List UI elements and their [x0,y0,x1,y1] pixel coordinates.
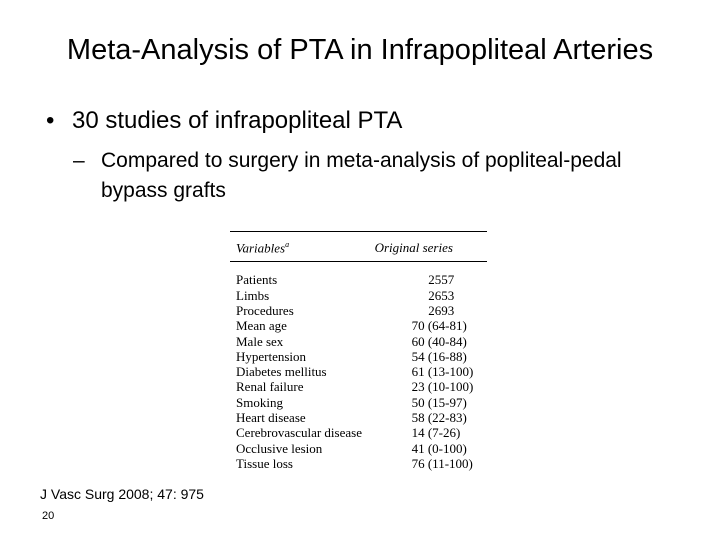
table-row [230,410,487,425]
cell-value: 58 (22-83) [411,410,467,425]
slide-title: Meta-Analysis of PTA in Infrapopliteal Arteries [66,34,654,66]
cell-variable: Mean age [236,318,287,334]
table-row [230,334,487,349]
table-row [230,303,487,318]
table-header-row [230,232,487,256]
cell-variable: Renal failure [236,379,304,395]
cell-value: 61 (13-100) [411,364,474,380]
cell-variable: Male sex [236,333,284,349]
page-number: 20 [42,510,55,522]
header-variables: Variables$^a$ [236,240,290,256]
cell-value: 60 (40-84) [411,333,467,349]
cell-value: 70 (64-81) [411,318,467,334]
citation: J Vasc Surg 2008; 47: 975 [40,486,204,502]
cell-variable: Procedures [236,302,294,318]
cell-value: 2693 [428,302,455,318]
cell-value: 2653 [428,287,455,303]
cell-value: 76 (11-100) [411,455,473,471]
cell-value: 14 (7-26) [411,425,461,441]
cell-variable: Occlusive lesion [236,440,323,456]
table-header-rule [230,261,487,262]
sub-bullet-text: Compared to surgery in meta-analysis of popliteal-pedal bypass grafts [101,149,622,202]
table-row [230,425,487,440]
table-row [230,395,487,410]
cell-variable: Patients [236,272,278,288]
cell-value: 54 (16-88) [411,348,467,364]
bullet-item [46,104,402,138]
table-row [230,288,487,303]
data-table [230,231,487,471]
cell-value: 23 (10-100) [411,379,474,395]
bullet-text: 30 studies of infrapopliteal PTA [72,107,403,134]
cell-value: 41 (0-100) [411,440,467,456]
cell-variable: Cerebrovascular disease [236,425,362,441]
table-row [230,318,487,333]
cell-value: 50 (15-97) [411,394,467,410]
table-body [230,272,487,471]
table-row [230,364,487,379]
cell-variable: Limbs [236,287,270,303]
cell-variable: Hypertension [236,348,307,364]
header-superscript: a [285,240,290,249]
table-row [230,456,487,471]
bullet-marker: • [46,107,55,134]
sub-bullet-marker: – [73,149,85,172]
header-original-series: Original series [374,240,453,256]
cell-value: 2557 [428,272,455,288]
sub-bullet-item [73,146,693,206]
cell-variable: Heart disease [236,410,306,425]
cell-variable: Smoking [236,394,283,410]
table-row [230,349,487,364]
table-row [230,441,487,456]
cell-variable: Tissue loss [236,455,293,471]
cell-variable: Diabetes mellitus [236,364,327,380]
table-row [230,379,487,394]
table-row [230,272,487,287]
